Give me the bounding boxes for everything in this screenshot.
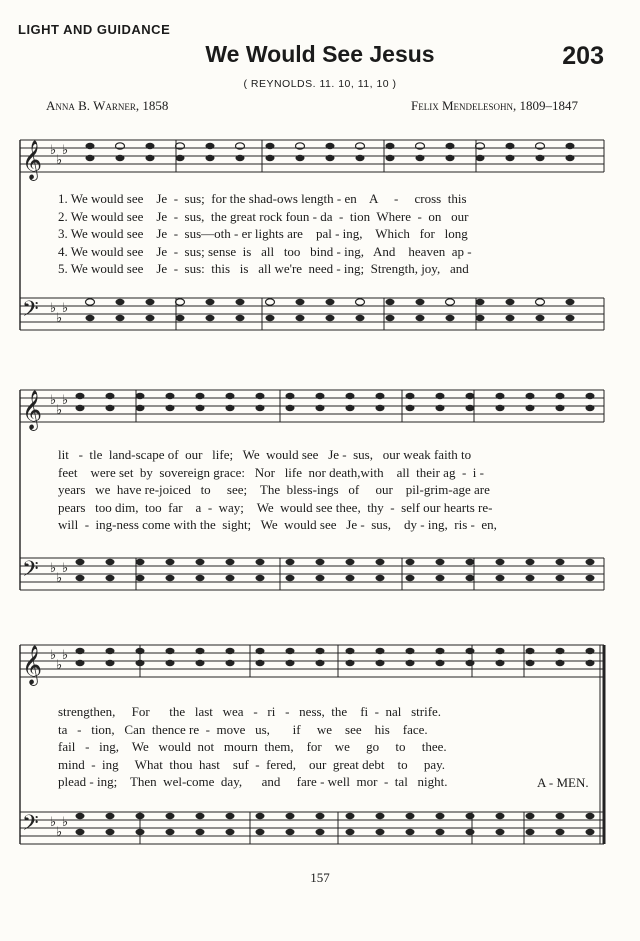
svg-text:♭: ♭ [56,153,63,168]
lyric-line: plead - ing; Then wel-come day, and fare - well mor - tal night. [58,774,448,789]
svg-text:♭: ♭ [50,815,57,830]
lyric-line: will - ing-ness come with the sight; We would see Je - sus, dy - ing, ris - en, [58,517,497,532]
lyric-line: strengthen, For the last wea - ri - ness, the fi - nal strife. [58,704,442,719]
tune-name: ( REYNOLDS. 11. 10, 11, 10 ) [243,78,397,90]
svg-text:♭: ♭ [56,825,63,840]
lyric-line: pears too dim, too far a - way; We would see thee, thy - self our hearts re- [58,499,493,515]
svg-text:♭: ♭ [62,561,69,576]
svg-text:♭: ♭ [56,658,63,673]
author-credit: Anna B. Warner, 1858 [46,98,169,113]
svg-text:♭: ♭ [62,815,69,830]
svg-text:♭: ♭ [62,393,69,408]
page-number: 157 [310,870,330,885]
lyric-line: 4. We would see Je - sus; sense is all too bind - ing, And heaven ap - [58,243,472,259]
lyric-line: ta - tion, Can thence re - move us, if we see his face. [58,721,428,737]
section-label: LIGHT AND GUIDANCE [18,22,171,37]
lyric-line: fail - ing, We would not mourn them, for we go to thee. [58,739,447,754]
svg-text:𝄞: 𝄞 [22,140,43,180]
lyric-line: 5. We would see Je - sus: this is all we're need - ing; Strength, joy, and [58,261,469,276]
svg-text:♭: ♭ [50,393,57,408]
lyric-line: lit - tle land-scape of our life; We would see Je - sus, our weak faith to [58,447,472,462]
svg-text:𝄢: 𝄢 [22,557,39,587]
svg-text:♭: ♭ [50,143,57,158]
svg-text:♭: ♭ [50,301,57,316]
svg-text:𝄞: 𝄞 [22,645,43,685]
svg-text:♭: ♭ [50,648,57,663]
lyric-line: mind - ing What thou hast suf - fered, our great debt to pay. [58,756,446,772]
svg-text:♭: ♭ [62,648,69,663]
svg-text:𝄢: 𝄢 [22,811,39,841]
svg-text:♭: ♭ [56,311,63,326]
svg-text:𝄞: 𝄞 [22,390,43,430]
lyric-line: years we have re-joiced to see; The bless-ings of our pil-grim-age are [58,482,490,497]
lyric-line: 1. We would see Je - sus; for the shad-ows length - en A - cross this [58,191,467,206]
amen-lyric: A - MEN. [537,775,589,790]
hymn-number: 203 [562,42,604,70]
lyric-line: 3. We would see Je - sus—oth - er lights are pal - ing, Which for long [58,226,468,241]
svg-text:𝄢: 𝄢 [22,297,39,327]
svg-text:♭: ♭ [62,143,69,158]
hymn-title: We Would See Jesus [205,41,435,67]
svg-text:♭: ♭ [56,403,63,418]
svg-text:♭: ♭ [56,571,63,586]
svg-text:♭: ♭ [62,301,69,316]
svg-text:♭: ♭ [50,561,57,576]
lyric-line: 2. We would see Je - sus, the great rock foun - da - tion Where - on our [58,208,469,224]
lyric-line: feet were set by sovereign grace: Nor life nor death,with all their ag - i - [58,464,484,480]
composer-credit: Felix Mendelesohn, 1809–1847 [410,98,578,113]
